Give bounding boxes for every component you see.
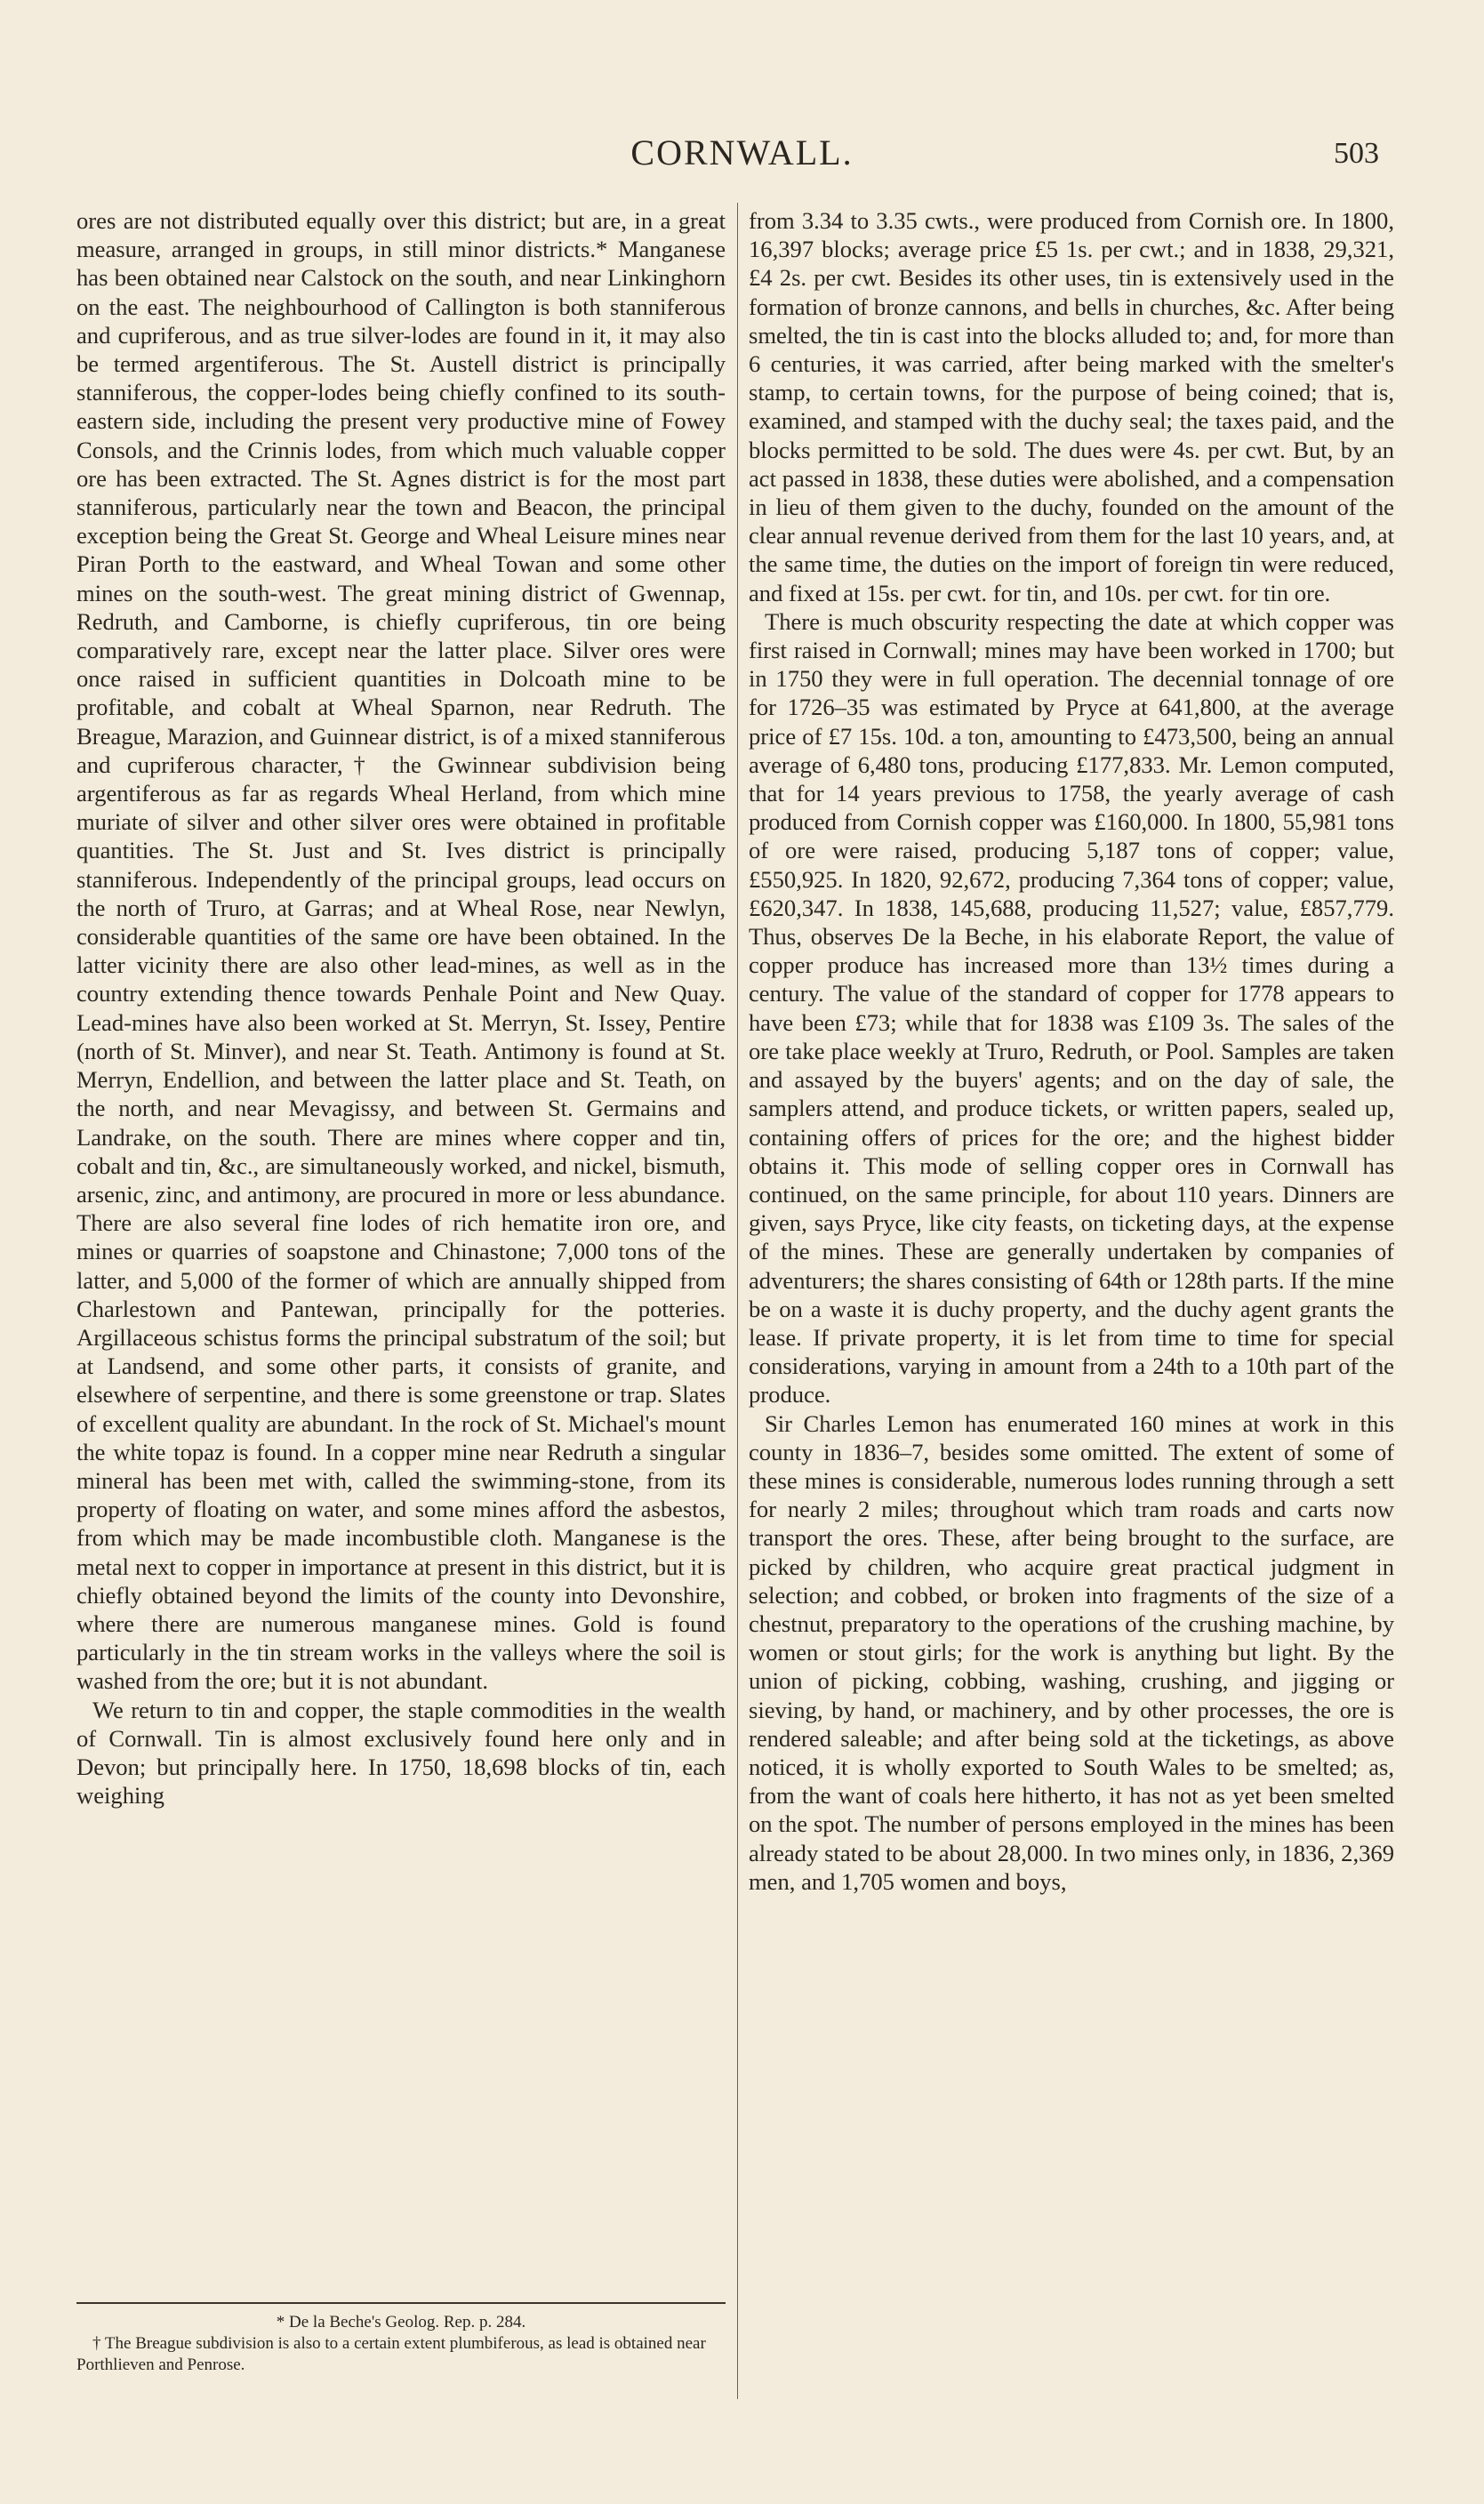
footnote: * De la Beche's Geolog. Rep. p. 284. [276, 2313, 526, 2331]
column-divider [737, 203, 738, 2399]
left-column [76, 206, 726, 1810]
footnote: † The Breague subdivision is also to a certain extent plumbiferous, as lead is obtained near Porthlieven and Penrose. [76, 2334, 706, 2374]
paragraph: from 3.34 to 3.35 cwts., were produced from Cornish ore. In 1800, 16,397 blocks; average price £5 1s. per cwt.; and in 1838, 29,321, £4 2s. per cwt. Besides its other uses, tin is extensively used in the formation of bronze cannons, and bells in churches, &c. After being smelted, the tin is cast into the blocks alluded to; and, for more than 6 centuries, it was carried, after being marked with the smelter's stamp, to certain towns, for the purpose of being coined; that is, examined, and stamped with the duchy seal; the taxes paid, and the blocks permitted to be sold. The dues were 4s. per cwt. But, by an act passed in 1838, these duties were abolished, and a compensation in lieu of them given to the duchy, founded on the amount of the clear annual revenue derived from them for the last 10 years, and, at the same time, the duties on the import of foreign tin were reduced, and fixed at 15s. per cwt. for tin, and 10s. per cwt. for tin ore. [749, 207, 1394, 606]
paragraph: Sir Charles Lemon has enumerated 160 mines at work in this county in 1836–7, besides some omitted. The extent of some of these mines is considerable, numerous lodes running through a sett for nearly 2 miles; throughout which tram roads and carts now transport the ores. These, after being brought to the surface, are picked by children, who acquire great practical judgment in selection; and cobbed, or broken into fragments of the size of a chestnut, preparatory to the operations of the crushing machine, by women or stout girls; for the work is anything but light. By the union of picking, cobbing, washing, crushing, and jigging or sieving, by hand, or machinery, and by other processes, the ore is rendered saleable; and after being sold at the ticketings, as above noticed, it is wholly exported to South Wales to be smelted; as, from the want of coals here hitherto, it has not as yet been smelted on the spot. The number of persons employed in the mines has been already stated to be about 28,000. In two mines only, in 1836, 2,369 men, and 1,705 women and boys, [749, 1409, 1394, 1895]
page-header [0, 132, 1484, 185]
footnotes [76, 2312, 726, 2376]
page-number: 503 [1334, 137, 1379, 170]
running-title: CORNWALL. [630, 132, 854, 173]
paragraph: We return to tin and copper, the staple commodities in the wealth of Cornwall. Tin is almost exclusively found here only and in Devon; but principally here. In 1750, 18,698 blocks of tin, each weighing [76, 1696, 726, 1810]
right-column [749, 206, 1394, 1896]
paragraph: ores are not distributed equally over this district; but are, in a great measure, arranged in groups, in still minor districts.* Manganese has been obtained near Calstock on the south, and near Linkinghorn on the east. The neighbourhood of Callington is both stanniferous and cupriferous, and as true silver-lodes are found in it, it may also be termed argentiferous. The St. Austell district is principally stanniferous, the copper-lodes being chiefly confined to its south-eastern side, including the present very productive mine of Fowey Consols, and the Crinnis lodes, from which much valuable copper ore has been extracted. The St. Agnes district is for the most part stanniferous, particularly near the town and Beacon, the principal exception being the Great St. George and Wheal Leisure mines near Piran Porth to the eastward, and Wheal Towan and some other mines on the south-west. The great mining district of Gwennap, Redruth, and Camborne, is chiefly cupriferous, tin ore being comparatively rare, except near the latter place. Silver ores were once raised in sufficient quantities in Dolcoath mine to be profitable, and cobalt at Wheal Sparnon, near Redruth. The Breague, Marazion, and Guinnear district, is of a mixed stanniferous and cupriferous character,† the Gwinnear subdivision being argentiferous as far as regards Wheal Herland, from which mine muriate of silver and other silver ores were obtained in profitable quantities. The St. Just and St. Ives district is principally stanniferous. Independently of the principal groups, lead occurs on the north of Truro, at Garras; and at Wheal Rose, near Newlyn, considerable quantities of the same ore have been obtained. In the latter vicinity there are also other lead-mines, as well as in the country extending thence towards Penhale Point and New Quay. Lead-mines have also been worked at St. Merryn, St. Issey, Pentire (north of St. Minver), and near St. Teath. Antimony is found at St. Merryn, Endellion, and between the latter place and St. Teath, on the north, and near Mevagissy, and between St. Germains and Landrake, on the south. There are mines where copper and tin, cobalt and tin, &c., are simultaneously worked, and nickel, bismuth, arsenic, zinc, and antimony, are procured in more or less abundance. There are also several fine lodes of rich hematite iron ore, and mines or quarries of soapstone and Chinastone; 7,000 tons of the latter, and 5,000 of the former of which are annually shipped from Charlestown and Pantewan, principally for the potteries. Argillaceous schistus forms the principal substratum of the soil; but at Landsend, and some other parts, it consists of granite, and elsewhere of serpentine, and there is some greenstone or trap. Slates of excellent quality are abundant. In the rock of St. Michael's mount the white topaz is found. In a copper mine near Redruth a singular mineral has been met with, called the swimming-stone, from its property of floating on water, and some mines afford the asbestos, from which may be made incombustible cloth. Manganese is the metal next to copper in importance at present in this district, but it is chiefly obtained beyond the limits of the county into Devonshire, where there are numerous manganese mines. Gold is found particularly in the tin stream works in the valleys where the soil is washed from the ore; but it is not abundant. [76, 207, 726, 1695]
footnote-divider [76, 2302, 726, 2304]
paragraph: There is much obscurity respecting the date at which copper was first raised in Cornwall; mines may have been worked in 1700; but in 1750 they were in full operation. The decennial tonnage of ore for 1726–35 was estimated by Pryce at 641,800, at the average price of £7 15s. 10d. a ton, amounting to £473,500, being an annual average of 6,480 tons, producing £177,833. Mr. Lemon computed, that for 14 years previous to 1758, the yearly average of cash produced from Cornish copper was £160,000. In 1800, 55,981 tons of ore were raised, producing 5,187 tons of copper; value, £550,925. In 1820, 92,672, producing 7,364 tons of copper; value, £620,347. In 1838, 145,688, producing 11,527; value, £857,779. Thus, observes De la Beche, in his elaborate Report, the value of copper produce has increased more than 13½ times during a century. The value of the standard of copper for 1778 appears to have been £73; while that for 1838 was £109 3s. The sales of the ore take place weekly at Truro, Redruth, or Pool. Samples are taken and assayed by the buyers' agents; and on the day of sale, the samplers attend, and produce tickets, or written papers, sealed up, containing offers of prices for the ore; and the highest bidder obtains it. This mode of selling copper ores in Cornwall has continued, on the same principle, for about 110 years. Dinners are given, says Pryce, like city feasts, on ticketing days, at the expense of the mines. These are generally undertaken by companies of adventurers; the shares consisting of 64th or 128th parts. If the mine be on a waste it is duchy property, and the duchy agent grants the lease. If private property, it is let from time to time for special considerations, varying in amount from a 24th to a 10th part of the produce. [749, 607, 1394, 1408]
